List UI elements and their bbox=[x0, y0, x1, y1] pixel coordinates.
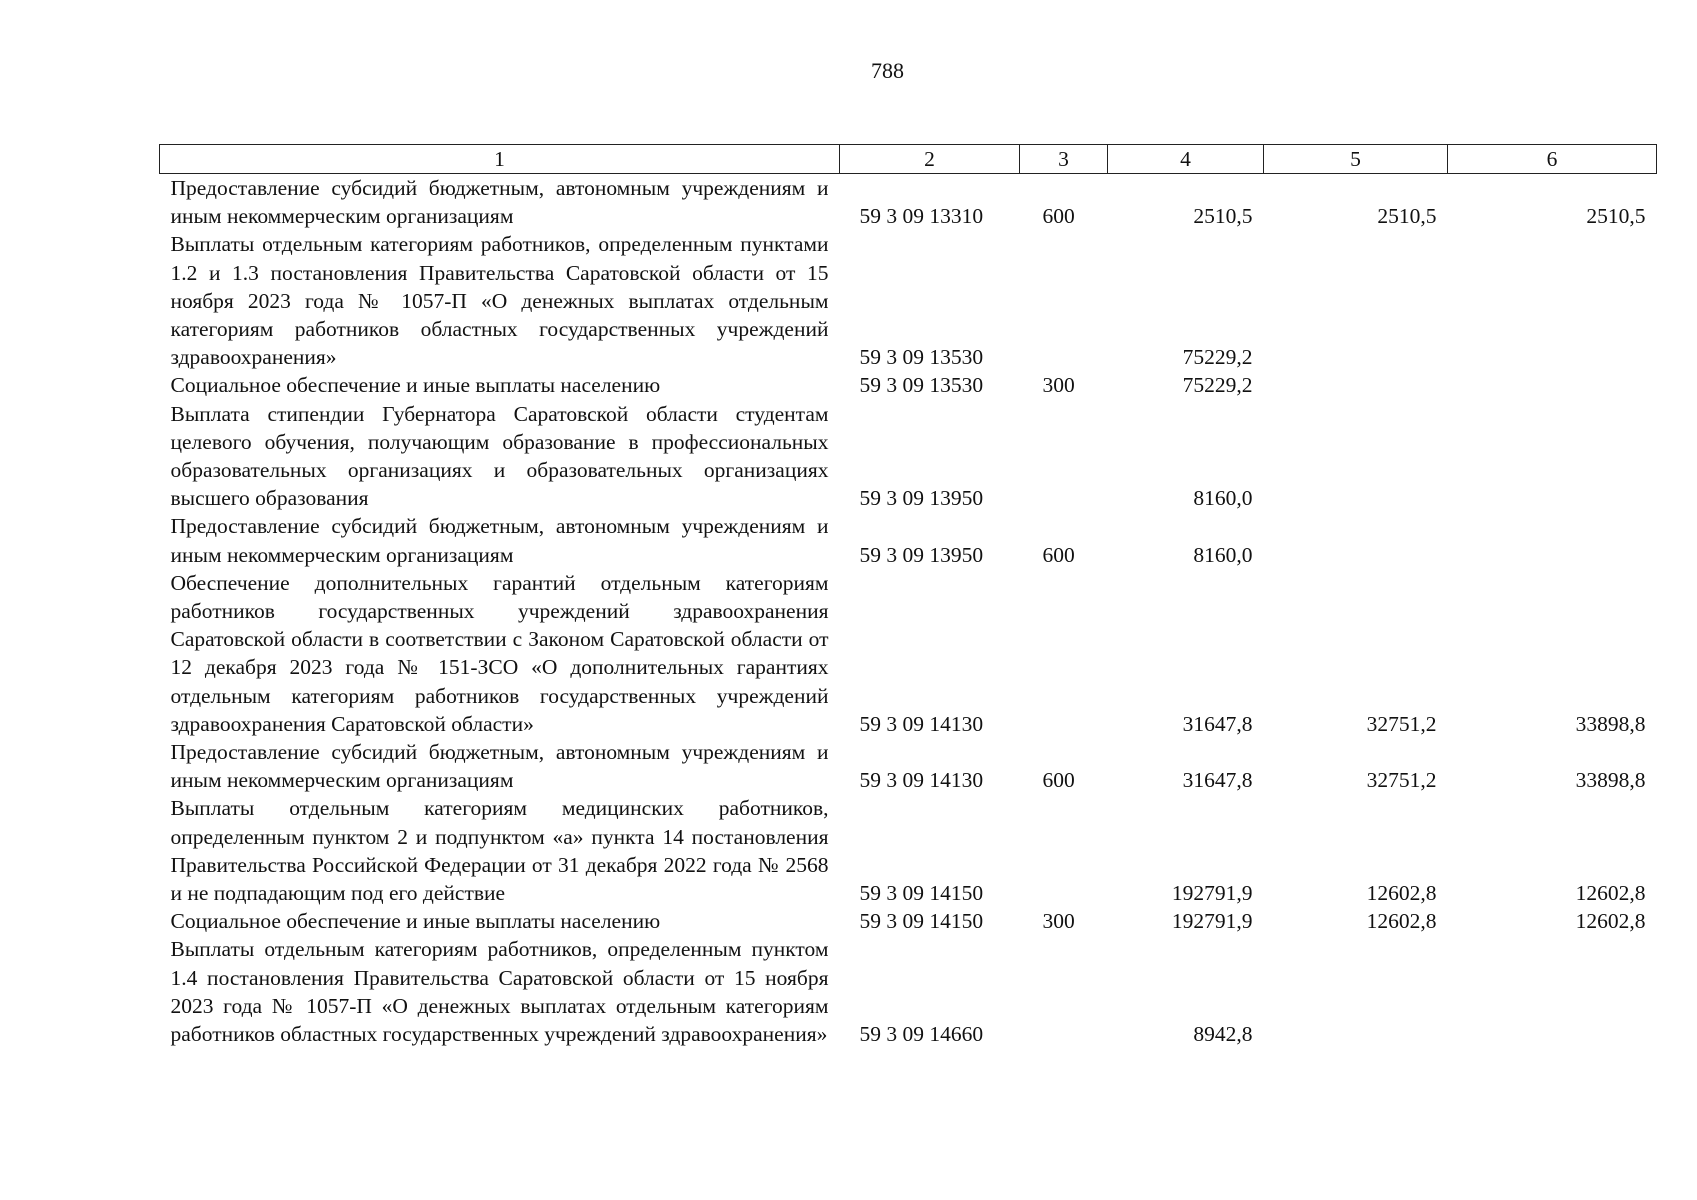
column-header-4: 4 bbox=[1108, 145, 1264, 174]
row-value-4: 192791,9 bbox=[1171, 881, 1253, 906]
row-type bbox=[1020, 569, 1108, 738]
row-value-5 bbox=[1264, 400, 1448, 513]
row-name: Обеспечение дополнительных гарантий отдельным категориям работников государственных учреждений здравоохранения Саратовской области в соответствии с Законом Саратовской области от 12 декабря 2023 года № 151-ЗСО «О дополнительных гарантиях отдельным категориям работников государственных учреждений здравоохранения Саратовской области» bbox=[170, 570, 829, 736]
row-value-4: 8942,8 bbox=[1193, 1022, 1253, 1047]
column-header-2: 2 bbox=[840, 145, 1020, 174]
row-value-5: 12602,8 bbox=[1366, 909, 1437, 934]
row-type bbox=[1020, 794, 1108, 907]
table-row bbox=[160, 935, 1657, 1048]
row-value-6: 12602,8 bbox=[1575, 881, 1646, 906]
row-value-6: 33898,8 bbox=[1575, 711, 1646, 736]
row-name: Выплаты отдельным категориям работников, определенным пунктом 1.4 постановления Правительства Саратовской области от 15 ноября 2023 года № 1057-П «О денежных выплатах отдельным категориям работников областных государственных учреждений здравоохранения» bbox=[170, 937, 829, 1047]
row-value-4: 75229,2 bbox=[1182, 373, 1253, 398]
row-value-6: 33898,8 bbox=[1575, 768, 1646, 793]
row-value-6 bbox=[1448, 371, 1657, 399]
row-value-5 bbox=[1264, 512, 1448, 568]
table-row bbox=[160, 569, 1657, 738]
row-value-5 bbox=[1264, 371, 1448, 399]
table-row bbox=[160, 907, 1657, 935]
column-header-3: 3 bbox=[1020, 145, 1108, 174]
table-row bbox=[160, 512, 1657, 568]
row-type: 600 bbox=[1042, 768, 1075, 793]
row-name: Выплата стипендии Губернатора Саратовской области студентам целевого обучения, получающим образование в профессиональных образовательных организациях и образовательных организациях высшего образования bbox=[170, 401, 829, 511]
table-row bbox=[160, 738, 1657, 794]
column-header-1: 1 bbox=[160, 145, 840, 174]
row-value-6 bbox=[1448, 400, 1657, 513]
row-code: 59 3 09 13530 bbox=[859, 345, 984, 370]
table-row bbox=[160, 174, 1657, 231]
row-value-6 bbox=[1448, 230, 1657, 371]
page-number: 788 bbox=[871, 58, 904, 83]
table-row bbox=[160, 794, 1657, 907]
row-code: 59 3 09 14130 bbox=[859, 711, 984, 736]
table-row bbox=[160, 371, 1657, 399]
row-value-4: 8160,0 bbox=[1193, 486, 1253, 511]
row-name: Предоставление субсидий бюджетным, автономным учреждениям и иным некоммерческим организациям bbox=[170, 514, 829, 567]
row-value-6: 12602,8 bbox=[1575, 909, 1646, 934]
row-code: 59 3 09 14130 bbox=[859, 768, 984, 793]
row-code: 59 3 09 14660 bbox=[859, 1022, 984, 1047]
table-row bbox=[160, 230, 1657, 371]
row-type: 300 bbox=[1042, 373, 1075, 398]
row-name: Выплаты отдельным категориям работников, определенным пунктами 1.2 и 1.3 постановления Правительства Саратовской области от 15 ноября 2023 года № 1057-П «О денежных выплатах отдельным категориям работников областных государственных учреждений здравоохранения» bbox=[170, 232, 829, 370]
row-value-5: 32751,2 bbox=[1366, 711, 1437, 736]
row-value-4: 8160,0 bbox=[1193, 542, 1253, 567]
row-value-5: 12602,8 bbox=[1366, 881, 1437, 906]
table-header-row bbox=[160, 145, 1657, 174]
row-name: Социальное обеспечение и иные выплаты населению bbox=[170, 909, 661, 934]
row-value-5 bbox=[1264, 230, 1448, 371]
row-code: 59 3 09 13950 bbox=[859, 486, 984, 511]
row-type: 300 bbox=[1042, 909, 1075, 934]
row-value-4: 2510,5 bbox=[1193, 204, 1253, 229]
row-code: 59 3 09 14150 bbox=[859, 909, 984, 934]
row-type: 600 bbox=[1042, 204, 1075, 229]
row-value-5: 2510,5 bbox=[1377, 204, 1437, 229]
row-value-4: 31647,8 bbox=[1182, 768, 1253, 793]
row-name: Предоставление субсидий бюджетным, автономным учреждениям и иным некоммерческим организациям bbox=[170, 176, 829, 229]
column-header-6: 6 bbox=[1448, 145, 1657, 174]
row-value-6: 2510,5 bbox=[1586, 204, 1646, 229]
row-type bbox=[1020, 230, 1108, 371]
row-type: 600 bbox=[1042, 542, 1075, 567]
row-type bbox=[1020, 400, 1108, 513]
row-type bbox=[1020, 935, 1108, 1048]
row-code: 59 3 09 14150 bbox=[859, 881, 984, 906]
table-row bbox=[160, 400, 1657, 513]
row-name: Социальное обеспечение и иные выплаты населению bbox=[170, 373, 661, 398]
row-code: 59 3 09 13310 bbox=[859, 204, 984, 229]
row-value-4: 75229,2 bbox=[1182, 345, 1253, 370]
row-code: 59 3 09 13530 bbox=[859, 373, 984, 398]
row-value-6 bbox=[1448, 512, 1657, 568]
row-name: Выплаты отдельным категориям медицинских работников, определенным пунктом 2 и подпунктом «а» пункта 14 постановления Правительства Российской Федерации от 31 декабря 2022 года № 2568 и не подпадающим под его действие bbox=[170, 796, 829, 906]
row-value-5: 32751,2 bbox=[1366, 768, 1437, 793]
budget-table bbox=[159, 144, 1657, 1048]
row-value-4: 31647,8 bbox=[1182, 711, 1253, 736]
column-header-5: 5 bbox=[1264, 145, 1448, 174]
row-code: 59 3 09 13950 bbox=[859, 542, 984, 567]
row-value-5 bbox=[1264, 935, 1448, 1048]
row-name: Предоставление субсидий бюджетным, автономным учреждениям и иным некоммерческим организациям bbox=[170, 740, 829, 793]
row-value-6 bbox=[1448, 935, 1657, 1048]
row-value-4: 192791,9 bbox=[1171, 909, 1253, 934]
